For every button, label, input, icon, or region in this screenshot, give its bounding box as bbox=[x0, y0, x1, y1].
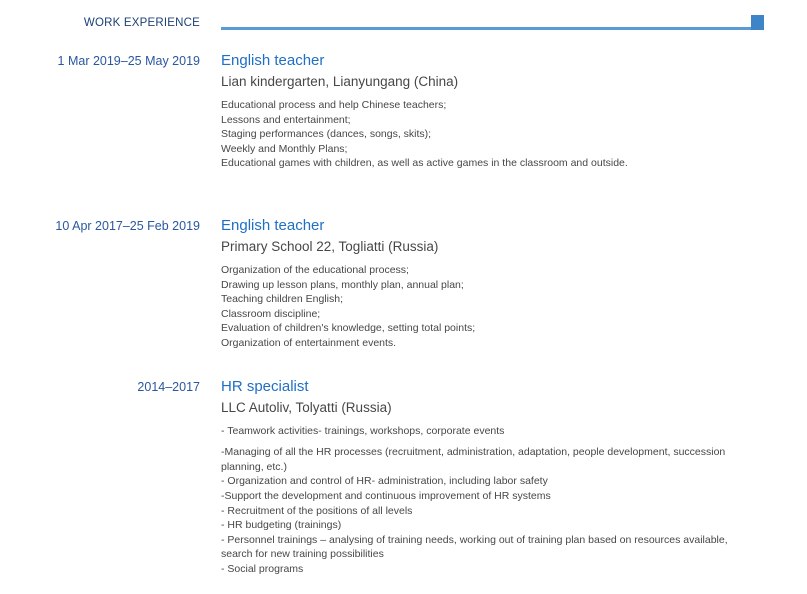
job-description-line: Teaching children English; bbox=[221, 293, 343, 306]
job-description-line: - HR budgeting (trainings) bbox=[221, 519, 342, 532]
job-description-line: Lessons and entertainment; bbox=[221, 113, 351, 126]
job-description-line: Classroom discipline; bbox=[221, 307, 321, 320]
job-title: English teacher bbox=[221, 216, 325, 234]
job-description-line: - Teamwork activities- trainings, workshops, corporate events bbox=[221, 424, 505, 437]
job-description-line: -Managing of all the HR processes (recruitment, administration, adaptation, people development, succession planning, etc.) bbox=[221, 446, 726, 473]
section-header bbox=[0, 13, 807, 32]
job-description-line: -Support the development and continuous improvement of HR systems bbox=[221, 489, 551, 502]
job-details bbox=[221, 53, 764, 171]
job-dates: 10 Apr 2017–25 Feb 2019 bbox=[55, 218, 200, 233]
section-title-cell bbox=[0, 13, 200, 32]
job-description-paragraph bbox=[221, 424, 757, 439]
section-divider bbox=[221, 13, 764, 30]
job-description-line: Organization of entertainment events. bbox=[221, 336, 397, 349]
job-description-line: - Social programs bbox=[221, 562, 304, 575]
job-description bbox=[221, 424, 757, 577]
job-details bbox=[221, 379, 764, 577]
job-entry bbox=[0, 379, 807, 577]
job-description-line: Educational process and help Chinese teachers; bbox=[221, 99, 447, 111]
job-dates: 1 Mar 2019–25 May 2019 bbox=[57, 54, 200, 68]
job-entry bbox=[0, 218, 807, 351]
job-description-paragraph bbox=[221, 445, 757, 576]
job-description-line: - Recruitment of the positions of all levels bbox=[221, 504, 413, 517]
section-divider-square bbox=[751, 15, 764, 30]
job-organization: Primary School 22, Togliatti (Russia) bbox=[221, 238, 439, 254]
job-description-line: Educational games with children, as well as active games in the classroom and outside. bbox=[221, 157, 628, 170]
job-description-paragraph bbox=[221, 263, 757, 351]
section-divider-line bbox=[221, 27, 764, 30]
job-entry bbox=[0, 53, 807, 171]
job-description-line: Staging performances (dances, songs, skits); bbox=[221, 128, 432, 141]
section-title: WORK EXPERIENCE bbox=[83, 17, 200, 29]
job-description bbox=[221, 98, 757, 171]
job-description-line: Evaluation of children's knowledge, setting total points; bbox=[221, 322, 476, 335]
job-description-line: - Organization and control of HR- administration, including labor safety bbox=[221, 475, 548, 488]
job-description-paragraph bbox=[221, 98, 757, 171]
job-description-line: Drawing up lesson plans, monthly plan, annual plan; bbox=[221, 278, 464, 291]
job-title: HR specialist bbox=[221, 377, 309, 395]
job-organization: LLC Autoliv, Tolyatti (Russia) bbox=[221, 399, 392, 415]
job-description bbox=[221, 263, 757, 351]
job-details bbox=[221, 218, 764, 351]
job-dates: 2014–2017 bbox=[137, 379, 200, 394]
job-description-line: Weekly and Monthly Plans; bbox=[221, 142, 348, 155]
job-organization: Lian kindergarten, Lianyungang (China) bbox=[221, 74, 459, 89]
job-description-line: Organization of the educational process; bbox=[221, 263, 409, 276]
job-title: English teacher bbox=[221, 52, 325, 69]
job-description-line: - Personnel trainings – analysing of training needs, working out of training plan based on resources available, search for new training possibilities bbox=[221, 533, 728, 561]
